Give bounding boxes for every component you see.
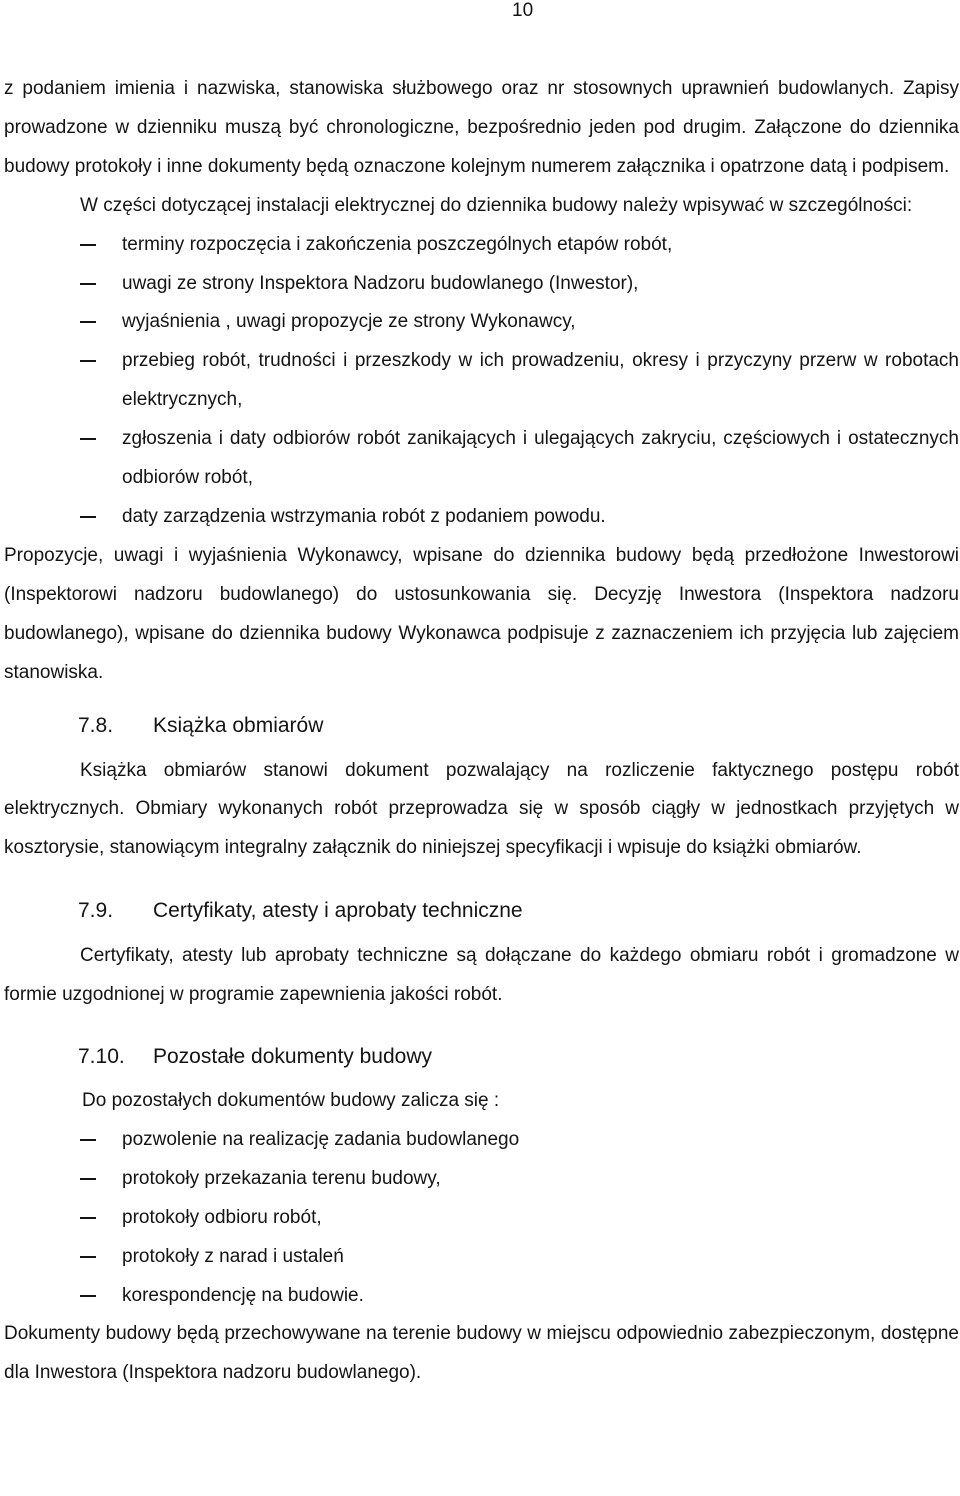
dash-bullet — [80, 438, 96, 440]
documents-list — [4, 1121, 959, 1316]
list-item: protokoły odbioru robót, — [4, 1199, 959, 1238]
section-7-10-lead: Do pozostałych dokumentów budowy zalicza się : — [82, 1090, 500, 1112]
intro-paragraph: z podaniem imienia i nazwiska, stanowiska służbowego oraz nr stosownych uprawnień budowlanych. Zapisy prowadzone w dzienniku muszą być chronologiczne, bezpośrednio jeden pod drugim. Załączone do dziennika budowy protokoły i inne dokumenty będą oznaczone kolejnym numerem załącznika i opatrzone datą i podpisem. — [4, 78, 959, 177]
list-item: zgłoszenia i daty odbiorów robót zanikających i ulegających zakryciu, częściowych i ostatecznych odbiorów robót, — [4, 420, 959, 498]
list-item: uwagi ze strony Inspektora Nadzoru budowlanego (Inwestor), — [4, 265, 959, 304]
section-number: 7.10. — [78, 1045, 125, 1069]
section-title: Certyfikaty, atesty i aprobaty techniczne — [153, 899, 523, 923]
dash-bullet — [80, 1256, 96, 1258]
dash-bullet — [80, 283, 96, 285]
proposals-paragraph: Propozycje, uwagi i wyjaśnienia Wykonawcy, wpisane do dziennika budowy będą przedłożone Inwestorowi (Inspektorowi nadzoru budowlanego) do ustosunkowania się. Decyzję Inwestora (Inspektora nadzoru budowlanego), wpisane do dziennika budowy Wykonawca podpisuje z zaznaczeniem ich przyjęcia lub zajęciem stanowiska. — [4, 544, 959, 683]
section-heading-7-10 — [4, 1044, 959, 1070]
list-item: protokoły z narad i ustaleń — [4, 1238, 959, 1277]
dash-bullet — [80, 1217, 96, 1219]
dash-bullet — [80, 360, 96, 362]
dash-bullet — [80, 244, 96, 246]
dash-bullet — [80, 516, 96, 518]
closing-paragraph: Dokumenty budowy będą przechowywane na terenie budowy w miejscu odpowiednio zabezpieczonym, dostępne dla Inwestora (Inspektora nadzoru budowlanego). — [4, 1323, 959, 1384]
section-heading-7-8 — [4, 713, 959, 739]
section-title: Książka obmiarów — [153, 713, 324, 737]
section-7-9-text: Certyfikaty, atesty lub aprobaty techniczne są dołączane do każdego obmiaru robót i gromadzone w formie uzgodnionej w programie zapewnienia jakości robót. — [4, 945, 959, 1006]
list-item: protokoły przekazania terenu budowy, — [4, 1160, 959, 1199]
dash-bullet — [80, 1178, 96, 1180]
section-heading-7-9 — [4, 898, 959, 924]
electric-paragraph: W części dotyczącej instalacji elektrycznej do dziennika budowy należy wpisywać w szczególności: — [80, 194, 913, 216]
list-item: pozwolenie na realizację zadania budowlanego — [4, 1121, 959, 1160]
dash-bullet — [80, 1139, 96, 1141]
list-item: terminy rozpoczęcia i zakończenia poszczególnych etapów robót, — [4, 226, 959, 265]
section-7-8-text: Książka obmiarów stanowi dokument pozwalający na rozliczenie faktycznego postępu robót elektrycznych. Obmiary wykonanych robót przeprowadza się w sposób ciągły w jednostkach przyjętych w kosztorysie, stanowiącym integralny załącznik do niniejszej specyfikacji i wpisuje do książki obmiarów. — [4, 759, 959, 859]
section-title: Pozostałe dokumenty budowy — [153, 1045, 432, 1069]
list-item: daty zarządzenia wstrzymania robót z podaniem powodu. — [4, 498, 959, 537]
dash-bullet — [80, 321, 96, 323]
document-body — [4, 70, 959, 1393]
list-item: przebieg robót, trudności i przeszkody w ich prowadzeniu, okresy i przyczyny przerw w robotach elektrycznych, — [4, 342, 959, 420]
electric-list — [4, 226, 959, 537]
page-number: 10 — [512, 0, 534, 21]
dash-bullet — [80, 1295, 96, 1297]
section-number: 7.9. — [78, 899, 114, 923]
section-number: 7.8. — [78, 713, 114, 737]
list-item: korespondencję na budowie. — [4, 1277, 959, 1316]
list-item: wyjaśnienia , uwagi propozycje ze strony Wykonawcy, — [4, 303, 959, 342]
